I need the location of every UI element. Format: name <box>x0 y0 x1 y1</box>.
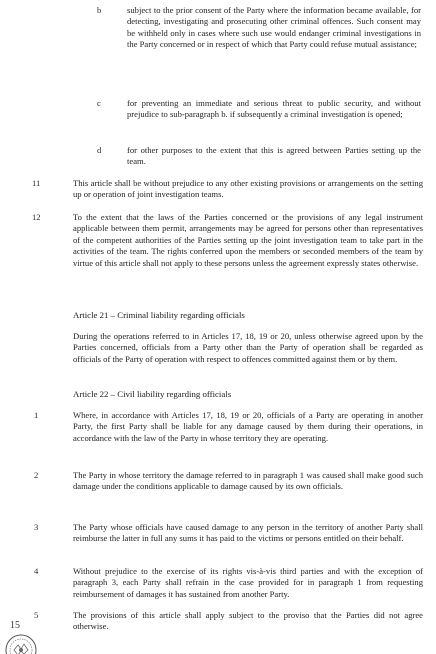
article-22-paragraph-number-5: 5 <box>34 610 39 620</box>
sub-item-label-b: b <box>97 5 102 15</box>
official-seal-icon <box>4 630 38 654</box>
article-22-paragraph-number-3: 3 <box>34 522 39 532</box>
sub-item-text-b: subject to the prior consent of the Party where the information became available, for detecting, investigating and prosecuting other criminal offences. Such consent may be withheld only in cases where such use would endanger criminal investigations in the Party concerned or in respect of which that Party could refuse mutual assistance; <box>127 5 421 50</box>
article-22-paragraph-2-text: The Party in whose territory the damage referred to in paragraph 1 was caused shall make good such damage under the conditions applicable to damage caused by its own officials. <box>73 470 423 492</box>
article-21-heading: Article 21 – Criminal liability regarding officials <box>73 310 245 320</box>
sub-item-text-d: for other purposes to the extent that this is agreed between Parties setting up the team. <box>127 145 421 167</box>
article-22-paragraph-4-text: Without prejudice to the exercise of its rights vis-à-vis third parties and with the exception of paragraph 3, each Party shall refrain in the case provided for in paragraph 1 from requesting reimbursement of damages it has sustained from another Party. <box>73 566 423 599</box>
sub-item-text-c: for preventing an immediate and serious threat to public security, and without prejudice to sub-paragraph b. if subsequently a criminal investigation is opened; <box>127 98 421 120</box>
sub-item-label-c: c <box>97 98 101 108</box>
article-22-paragraph-1-text: Where, in accordance with Articles 17, 18, 19 or 20, officials of a Party are operating in another Party, the first Party shall be liable for any damage caused by them during their operations, in accordance with the law of the Party in whose territory they are operating. <box>73 410 423 443</box>
article-22-heading: Article 22 – Civil liability regarding officials <box>73 389 232 399</box>
article-22-paragraph-number-1: 1 <box>34 410 39 420</box>
paragraph-12-text: To the extent that the laws of the Parties concerned or the provisions of any legal instrument applicable between them permit, arrangements may be agreed for persons other than representatives of the competent authorities of the Parties setting up the joint investigation team to take part in the activities of the team. The rights conferred upon the members or seconded members of the team by virtue of this article shall not apply to these persons unless the agreement expressly states otherwise. <box>73 212 423 268</box>
page-number: 15 <box>10 620 20 631</box>
paragraph-number-12: 12 <box>32 212 41 222</box>
article-21-text: During the operations referred to in Articles 17, 18, 19 or 20, unless otherwise agreed upon by the Parties concerned, officials from a Party other than the Party of operation shall be regarded as officials of the Party of operation with respect to offences committed against them or by them. <box>73 331 423 364</box>
article-22-paragraph-3-text: The Party whose officials have caused damage to any person in the territory of another Party shall reimburse the latter in full any sums it has paid to the victims or persons entitled on their behalf. <box>73 522 423 544</box>
sub-item-label-d: d <box>97 145 102 155</box>
paragraph-number-11: 11 <box>32 178 41 188</box>
article-22-paragraph-number-2: 2 <box>34 470 39 480</box>
paragraph-11-text: This article shall be without prejudice to any other existing provisions or arrangements on the setting up or operation of joint investigation teams. <box>73 178 423 200</box>
article-22-paragraph-number-4: 4 <box>34 566 39 576</box>
article-22-paragraph-5-text: The provisions of this article shall apply subject to the proviso that the Parties did not agree otherwise. <box>73 610 423 632</box>
